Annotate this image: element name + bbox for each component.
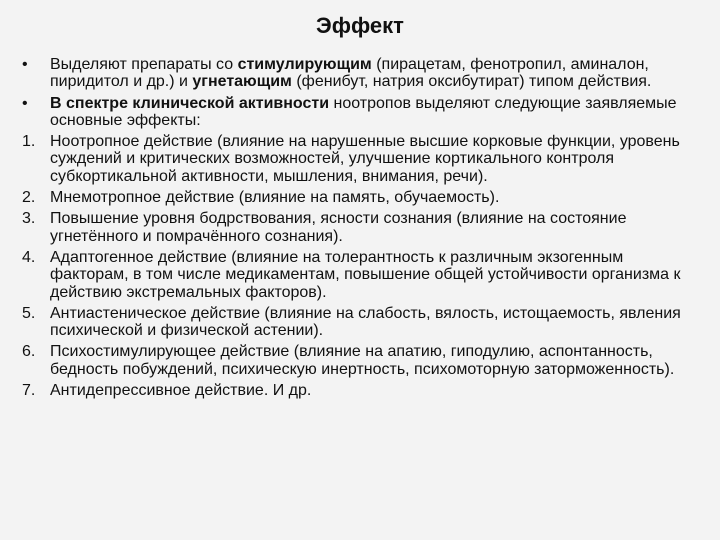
text-run: Психостимулирующее действие (влияние на апатию, гиподулию, аспонтанность, бедность побуждений, психическую инертность, психомоторную заторможенность). xyxy=(50,343,675,378)
emphasis-text: В спектре клинической активности xyxy=(50,94,330,112)
bullet-item xyxy=(22,95,702,130)
list-marker: 7. xyxy=(22,382,36,400)
text-run: ноотропов выделяют следующие заявляемые основные эффекты: xyxy=(50,94,677,129)
text-run: Повышение уровня бодрствования, ясности сознания (влияние на состояние угнетённого и помрачённого сознания). xyxy=(50,210,627,245)
slide-title: Эффект xyxy=(316,13,404,38)
text-run: Ноотропное действие (влияние на нарушенные высшие корковые функции, уровень суждений и критических возможностей, улучшение кортикального контроля субкортикальной активности, мышления, внимания, речи). xyxy=(50,133,680,185)
text-run: (фенибут, натрия оксибутират) типом действия. xyxy=(291,73,652,91)
list-marker: • xyxy=(22,94,28,112)
list-marker: • xyxy=(22,56,28,73)
text-run: Антиастеническое действие (влияние на слабость, вялость, истощаемость, явления психической и физической астении). xyxy=(50,304,681,340)
numbered-item xyxy=(22,210,702,245)
text-run: Адаптогенное действие (влияние на толерантность к различным экзогенным факторам, в том числе медикаментам, повышение общей устойчивости организма к действию экстремальных факторов). xyxy=(50,248,681,301)
list-marker: 2. xyxy=(22,189,36,207)
list-marker: 5. xyxy=(22,304,36,322)
text-run: Антидепрессивное действие. И др. xyxy=(50,382,312,400)
slide-content xyxy=(22,56,702,403)
list-item-text xyxy=(50,305,702,340)
list-item-text xyxy=(50,382,702,399)
list-item-text xyxy=(50,56,702,91)
list-marker: 1. xyxy=(22,133,36,151)
list-item-text xyxy=(50,189,702,206)
bullet-item xyxy=(22,56,702,91)
list-item-text xyxy=(50,95,702,130)
text-run: (пирацетам, фенотропил, аминалон, пиридитол и др.) и xyxy=(50,56,649,91)
numbered-item xyxy=(22,343,702,378)
numbered-item xyxy=(22,382,702,399)
list-marker: 6. xyxy=(22,343,36,361)
list-item-text xyxy=(50,133,702,185)
numbered-item xyxy=(22,189,702,206)
emphasis-text: стимулирующим xyxy=(237,56,372,73)
list-item-text xyxy=(50,249,702,301)
numbered-item xyxy=(22,249,702,301)
numbered-item xyxy=(22,133,702,185)
list-item-text xyxy=(50,343,702,378)
numbered-item xyxy=(22,305,702,340)
text-run: Выделяют препараты со xyxy=(50,56,238,73)
emphasis-text: угнетающим xyxy=(192,73,292,91)
list-item-text xyxy=(50,210,702,245)
text-run: Мнемотропное действие (влияние на память, обучаемость). xyxy=(50,189,500,207)
list-marker: 4. xyxy=(22,248,36,266)
list-marker: 3. xyxy=(22,210,36,228)
